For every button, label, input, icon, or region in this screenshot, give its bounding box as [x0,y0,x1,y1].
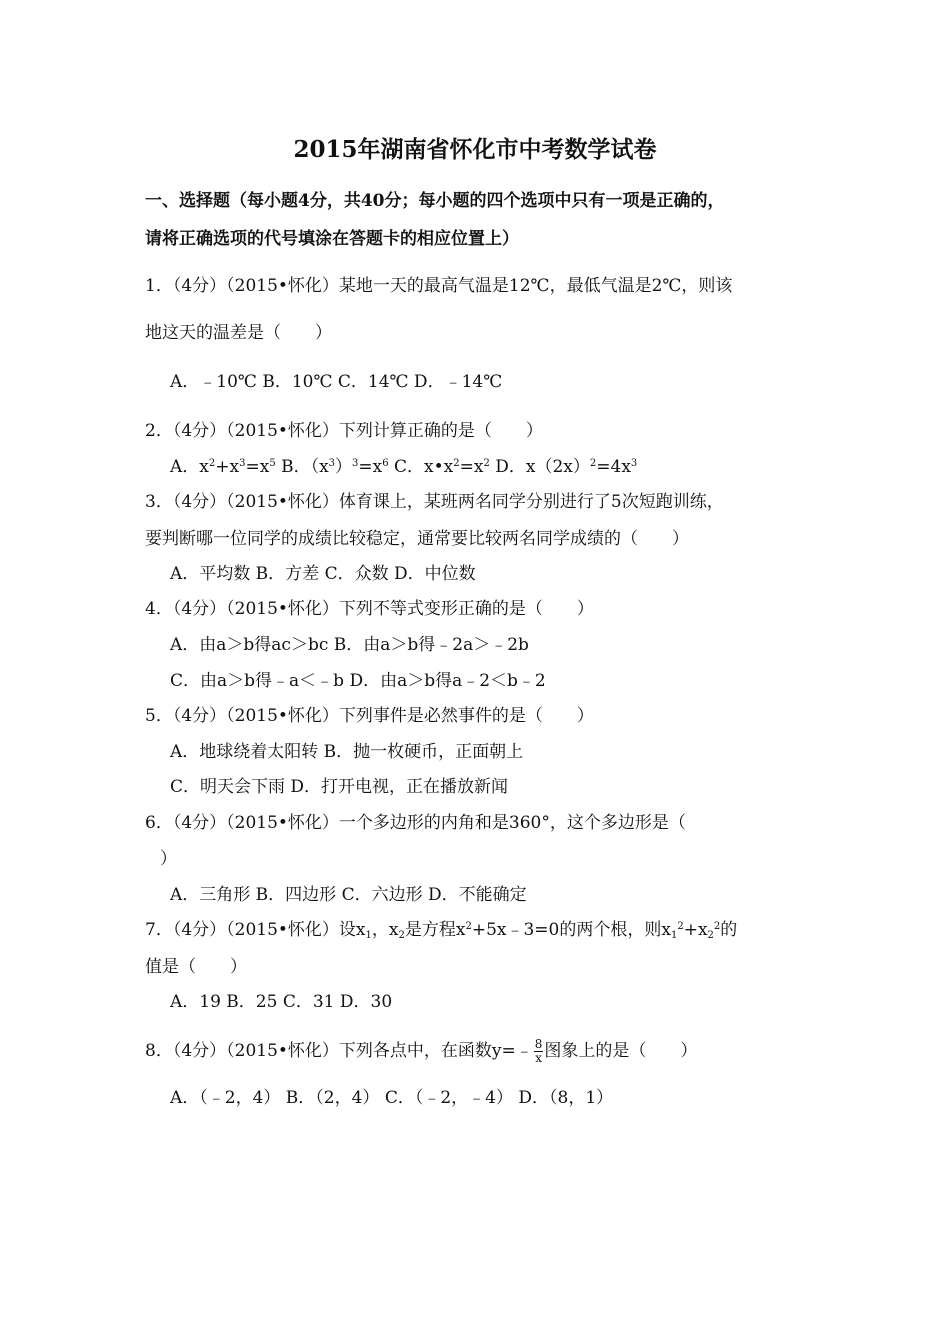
question-5-stem: 5．（4分）（2015•怀化）下列事件是必然事件的是（ ） [145,706,594,726]
question-8-options: A．（﹣2，4） B．（2，4） C．（﹣2，﹣4） D．（8，1） [170,1088,614,1108]
question-5-options-cd: C．明天会下雨 D．打开电视，正在播放新闻 [170,777,509,797]
section-heading-line2: 请将正确选项的代号填涂在答题卡的相应位置上） [145,229,519,249]
question-6-options: A．三角形 B．四边形 C．六边形 D．不能确定 [170,885,527,905]
question-8-stem: 8．（4分）（2015•怀化）下列各点中，在函数y=﹣ $\frac{8}{x}$ 图象上的是（ ） [145,1037,698,1065]
question-2-options: A．$x^2+x^3=x^5$ B．$(x^3)^3=x^6$ C．$x•x^2=x^2$ D．$x(2x)^2=4x^3$ [170,457,638,477]
question-6-line1: 6．（4分）（2015•怀化）一个多边形的内角和是360°，这个多边形是（ [145,813,686,833]
question-4-options-ab: A．由a＞b得ac＞bc B．由a＞b得﹣2a＞﹣2b [170,635,529,655]
question-7-line2: 值是（ ） [145,957,247,977]
question-3-line1: 3．（4分）（2015•怀化）体育课上，某班两名同学分别进行了5次短跑训练， [145,492,724,512]
question-4-stem: 4．（4分）（2015•怀化）下列不等式变形正确的是（ ） [145,599,594,619]
page-title: 2015年湖南省怀化市中考数学试卷 [293,136,657,163]
question-1-line1: 1．（4分）（2015•怀化）某地一天的最高气温是12℃，最低气温是2℃，则该 [145,276,733,296]
section-heading-line1: 一、选择题（每小题4分，共40分；每小题的四个选项中只有一项是正确的， [145,191,725,211]
question-3-line2: 要判断哪一位同学的成绩比较稳定，通常要比较两名同学成绩的（ ） [145,529,689,549]
question-1-options: A．﹣10℃ B．10℃ C．14℃ D．﹣14℃ [170,372,503,392]
question-2-stem: 2．（4分）（2015•怀化）下列计算正确的是（ ） [145,421,543,441]
question-5-options-ab: A．地球绕着太阳转 B．抛一枚硬币，正面朝上 [170,742,524,762]
question-3-options: A．平均数 B．方差 C．众数 D．中位数 [170,564,476,584]
question-1-line2: 地这天的温差是（ ） [145,323,332,343]
question-7-line1: 7．（4分）（2015•怀化）设$x_1$，$x_2$是方程$x^2+5x﹣3=0$的两个根，则$x_1^2+x_2^2$的 [145,920,738,941]
question-6-line2: ） [160,849,177,869]
question-7-options: A．19 B．25 C．31 D．30 [170,992,393,1012]
fraction-8-over-x: $\frac{8}{x}$ [534,1037,543,1065]
question-4-options-cd: C．由a＞b得﹣a＜﹣b D．由a＞b得a﹣2＜b﹣2 [170,671,546,691]
